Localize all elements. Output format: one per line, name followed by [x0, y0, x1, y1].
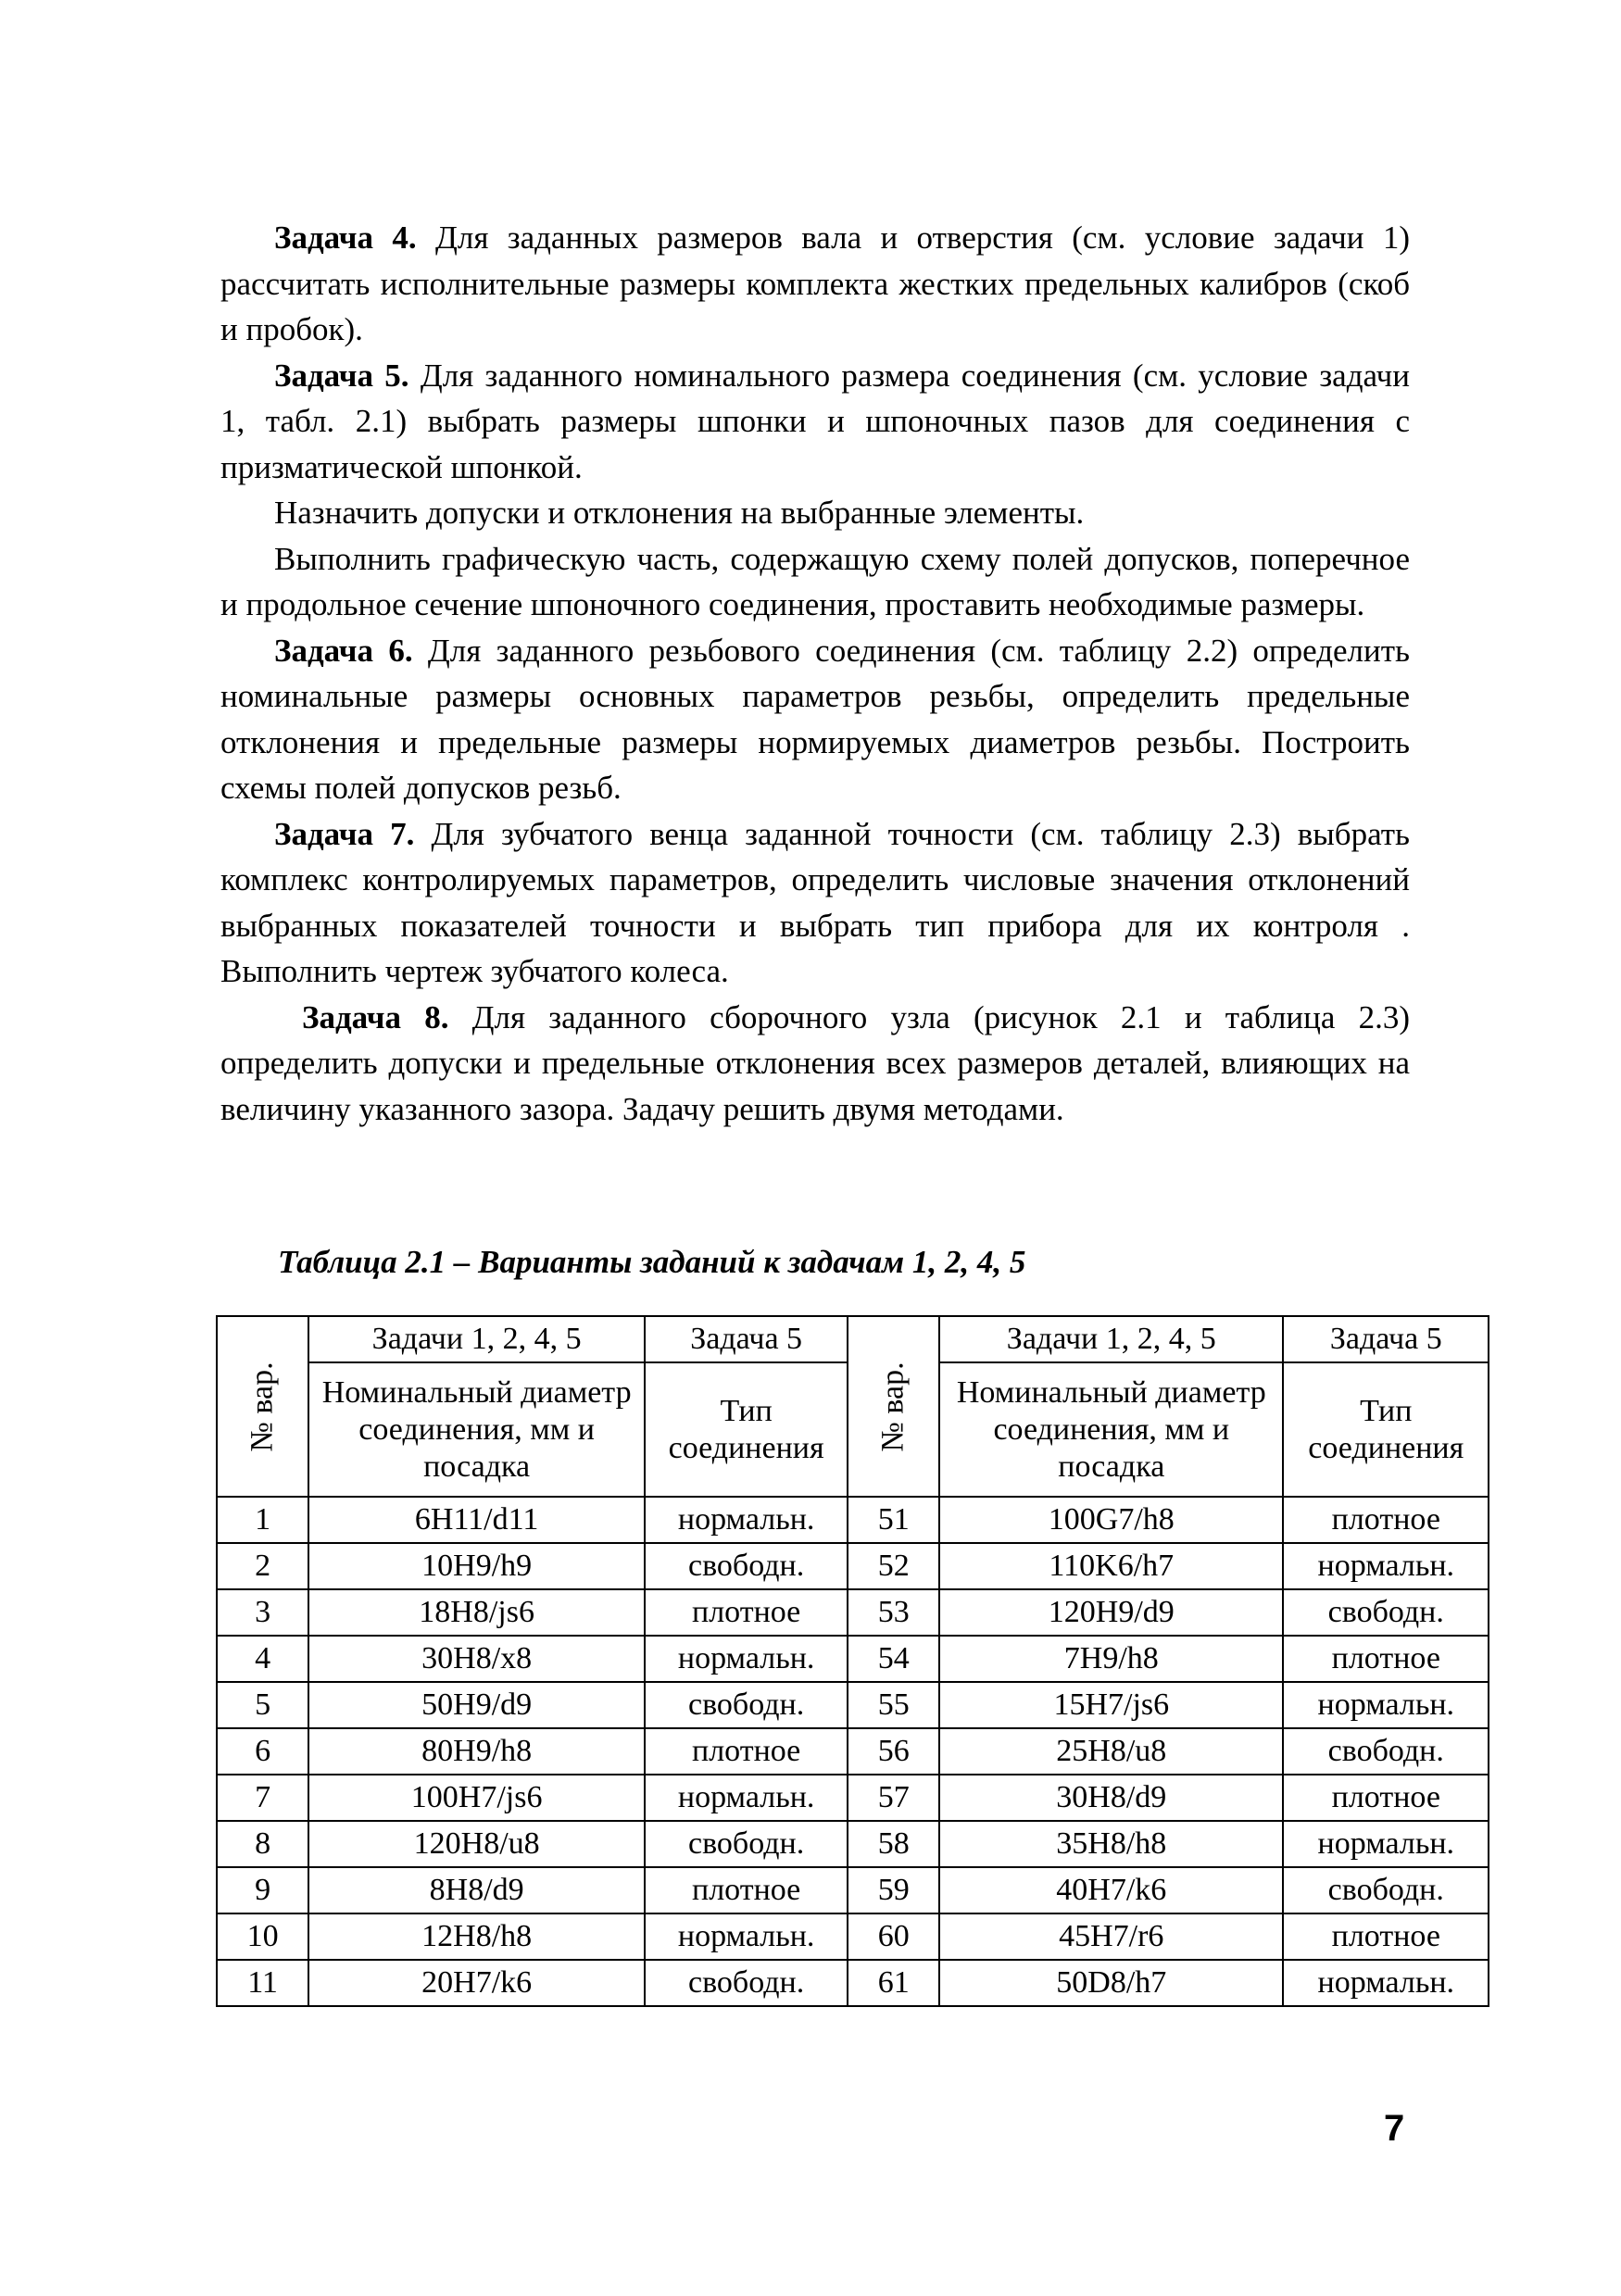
var-number: 52 — [848, 1543, 939, 1589]
connection-type: нормальн. — [645, 1913, 848, 1960]
var-number: 3 — [217, 1589, 308, 1636]
group-header: Задача 5 — [645, 1316, 848, 1362]
task-label: Задача 5. — [274, 357, 409, 394]
var-header-label: № вар. — [245, 1361, 280, 1452]
table-row — [217, 1960, 1489, 2006]
paragraph — [220, 628, 1410, 811]
var-number: 61 — [848, 1960, 939, 2006]
paragraph — [220, 215, 1410, 353]
fit: 50D8/h7 — [939, 1960, 1283, 2006]
task-label: Задача 4. — [274, 220, 417, 256]
fit: 25H8/u8 — [939, 1728, 1283, 1775]
col-header-type: Тип соединения — [1283, 1362, 1489, 1497]
paragraph-text: Назначить допуски и отклонения на выбранные элементы. — [274, 495, 1085, 531]
var-number: 5 — [217, 1682, 308, 1728]
var-number: 53 — [848, 1589, 939, 1636]
fit: 120H8/u8 — [308, 1821, 645, 1867]
connection-type: свободн. — [1283, 1589, 1489, 1636]
connection-type: плотное — [645, 1589, 848, 1636]
fit: 110K6/h7 — [939, 1543, 1283, 1589]
fit: 8H8/d9 — [308, 1867, 645, 1913]
paragraph — [220, 811, 1410, 995]
var-number: 60 — [848, 1913, 939, 1960]
paragraph-text: Для заданного сборочного узла (рисунок 2.1 и таблица 2.3) определить допуски и предельные отклонения всех размеров деталей, влияющих на величину указанного зазора. Задачу решить двумя методами. — [220, 998, 1410, 1127]
connection-type: плотное — [645, 1728, 848, 1775]
group-header: Задачи 1, 2, 4, 5 — [308, 1316, 645, 1362]
var-number: 58 — [848, 1821, 939, 1867]
paragraph-text: Для заданного резьбового соединения (см. таблицу 2.2) определить номинальные размеры основных параметров резьбы, определить предельные отклонения и предельные размеры нормируемых диаметров резьбы. Построить схемы полей допусков резьб. — [220, 632, 1410, 806]
fit: 100H7/js6 — [308, 1775, 645, 1821]
fit: 100G7/h8 — [939, 1497, 1283, 1543]
paragraph-text: Для заданных размеров вала и отверстия (см. условие задачи 1) рассчитать исполнительные размеры комплекта жестких предельных калибров (скоб и пробок). — [220, 220, 1410, 347]
connection-type: плотное — [1283, 1913, 1489, 1960]
table-row — [217, 1682, 1489, 1728]
fit: 120H9/d9 — [939, 1589, 1283, 1636]
connection-type: нормальн. — [645, 1636, 848, 1682]
body-text — [220, 215, 1410, 1132]
var-header-label: № вар. — [875, 1361, 911, 1452]
var-number: 1 — [217, 1497, 308, 1543]
task-label: Задача 6. — [274, 632, 413, 669]
paragraph — [220, 353, 1410, 491]
connection-type: свободн. — [645, 1821, 848, 1867]
connection-type: плотное — [1283, 1775, 1489, 1821]
connection-type: плотное — [1283, 1636, 1489, 1682]
fit: 40H7/k6 — [939, 1867, 1283, 1913]
table-row — [217, 1728, 1489, 1775]
variants-table — [216, 1315, 1489, 2007]
fit: 30H8/d9 — [939, 1775, 1283, 1821]
var-number: 51 — [848, 1497, 939, 1543]
table-row — [217, 1589, 1489, 1636]
fit: 18H8/js6 — [308, 1589, 645, 1636]
connection-type: нормальн. — [1283, 1682, 1489, 1728]
var-number: 54 — [848, 1636, 939, 1682]
task-label: Задача 8. — [302, 998, 449, 1035]
table-row — [217, 1543, 1489, 1589]
group-header: Задача 5 — [1283, 1316, 1489, 1362]
connection-type: нормальн. — [645, 1775, 848, 1821]
var-number: 56 — [848, 1728, 939, 1775]
var-number: 4 — [217, 1636, 308, 1682]
var-number: 10 — [217, 1913, 308, 1960]
var-number: 6 — [217, 1728, 308, 1775]
var-number: 7 — [217, 1775, 308, 1821]
var-number: 59 — [848, 1867, 939, 1913]
connection-type: нормальн. — [645, 1497, 848, 1543]
var-number: 9 — [217, 1867, 308, 1913]
fit: 45H7/r6 — [939, 1913, 1283, 1960]
fit: 6H11/d11 — [308, 1497, 645, 1543]
connection-type: свободн. — [645, 1543, 848, 1589]
table-row — [217, 1913, 1489, 1960]
table-row — [217, 1867, 1489, 1913]
var-number: 11 — [217, 1960, 308, 2006]
paragraph-text: Выполнить графическую часть, содержащую схему полей допусков, поперечное и продольное сечение шпоночного соединения, проставить необходимые размеры. — [220, 540, 1410, 622]
table-row — [217, 1636, 1489, 1682]
fit: 15H7/js6 — [939, 1682, 1283, 1728]
fit: 30H8/x8 — [308, 1636, 645, 1682]
fit: 35H8/h8 — [939, 1821, 1283, 1867]
connection-type: нормальн. — [1283, 1543, 1489, 1589]
col-header-diameter: Номинальный диаметр соединения, мм и посадка — [308, 1362, 645, 1497]
connection-type: свободн. — [1283, 1728, 1489, 1775]
paragraph-text: Для заданного номинального размера соединения (см. условие задачи 1, табл. 2.1) выбрать размеры шпонки и шпоночных пазов для соединения с призматической шпонкой. — [220, 357, 1410, 485]
page-number: 7 — [1384, 2108, 1405, 2149]
table-caption: Таблица 2.1 – Варианты заданий к задачам 1, 2, 4, 5 — [278, 1244, 1026, 1280]
var-number: 57 — [848, 1775, 939, 1821]
connection-type: нормальн. — [1283, 1960, 1489, 2006]
fit: 10H9/h9 — [308, 1543, 645, 1589]
table-row — [217, 1821, 1489, 1867]
fit: 80H9/h8 — [308, 1728, 645, 1775]
fit: 12H8/h8 — [308, 1913, 645, 1960]
table-row — [217, 1775, 1489, 1821]
fit: 20H7/k6 — [308, 1960, 645, 2006]
table-row — [217, 1497, 1489, 1543]
connection-type: нормальн. — [1283, 1821, 1489, 1867]
connection-type: свободн. — [645, 1682, 848, 1728]
var-number: 2 — [217, 1543, 308, 1589]
fit: 7H9/h8 — [939, 1636, 1283, 1682]
group-header: Задачи 1, 2, 4, 5 — [939, 1316, 1283, 1362]
connection-type: плотное — [1283, 1497, 1489, 1543]
col-header-diameter: Номинальный диаметр соединения, мм и посадка — [939, 1362, 1283, 1497]
connection-type: плотное — [645, 1867, 848, 1913]
var-number: 55 — [848, 1682, 939, 1728]
var-header — [848, 1316, 939, 1497]
connection-type: свободн. — [1283, 1867, 1489, 1913]
paragraph — [220, 490, 1410, 536]
var-header — [217, 1316, 308, 1497]
var-number: 8 — [217, 1821, 308, 1867]
fit: 50H9/d9 — [308, 1682, 645, 1728]
col-header-type: Тип соединения — [645, 1362, 848, 1497]
connection-type: свободн. — [645, 1960, 848, 2006]
paragraph — [220, 995, 1410, 1133]
paragraph — [220, 536, 1410, 628]
task-label: Задача 7. — [274, 815, 415, 852]
paragraph-text: Для зубчатого венца заданной точности (см. таблицу 2.3) выбрать комплекс контролируемых параметров, определить числовые значения отклонений выбранных показателей точности и выбрать тип прибора для их контроля . Выполнить чертеж зубчатого колеса. — [220, 815, 1410, 989]
